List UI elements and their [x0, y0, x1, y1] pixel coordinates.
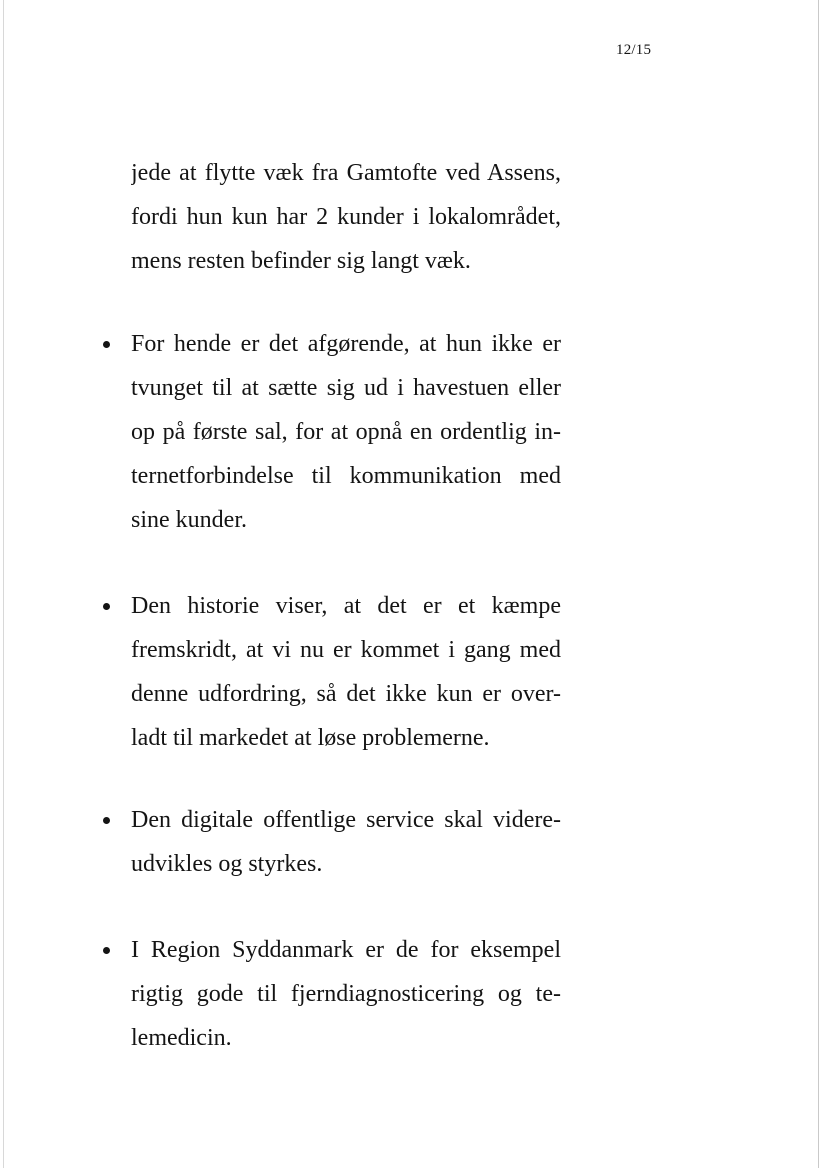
- bullet-line: ternetforbindelse til kommunikation med: [131, 463, 561, 489]
- bullet-icon: [103, 947, 110, 954]
- bullet-item: [131, 584, 561, 760]
- bullet-icon: [103, 817, 110, 824]
- bullet-line: ladt til markedet at løse problemerne.: [131, 725, 490, 751]
- scan-edge-right: [818, 0, 819, 1168]
- paragraph-line: mens resten befinder sig langt væk.: [131, 248, 471, 274]
- bullet-icon: [103, 603, 110, 610]
- bullet-line: Den historie viser, at det er et kæmpe: [131, 593, 561, 619]
- bullet-line: fremskridt, at vi nu er kommet i gang med: [131, 637, 561, 663]
- page-number: 12/15: [616, 42, 652, 58]
- bullet-line: op på første sal, for at opnå en ordentlig in-: [131, 419, 561, 445]
- bullet-line: For hende er det afgørende, at hun ikke er: [131, 331, 561, 357]
- bullet-line: lemedicin.: [131, 1025, 232, 1051]
- bullet-line: rigtig gode til fjerndiagnosticering og te-: [131, 981, 561, 1007]
- intro-paragraph: [131, 151, 561, 283]
- paragraph-line: fordi hun kun har 2 kunder i lokalområdet,: [131, 204, 561, 230]
- bullet-line: denne udfordring, så det ikke kun er over-: [131, 681, 561, 707]
- scan-edge-left: [3, 0, 4, 1168]
- bullet-icon: [103, 341, 110, 348]
- bullet-line: I Region Syddanmark er de for eksempel: [131, 937, 561, 963]
- bullet-item: [131, 798, 561, 886]
- bullet-line: udvikles og styrkes.: [131, 851, 323, 877]
- bullet-line: tvunget til at sætte sig ud i havestuen eller: [131, 375, 561, 401]
- bullet-item: [131, 322, 561, 542]
- bullet-line: sine kunder.: [131, 507, 247, 533]
- paragraph-line: jede at flytte væk fra Gamtofte ved Assens,: [131, 160, 561, 186]
- bullet-line: Den digitale offentlige service skal videre-: [131, 807, 561, 833]
- bullet-item: [131, 928, 561, 1060]
